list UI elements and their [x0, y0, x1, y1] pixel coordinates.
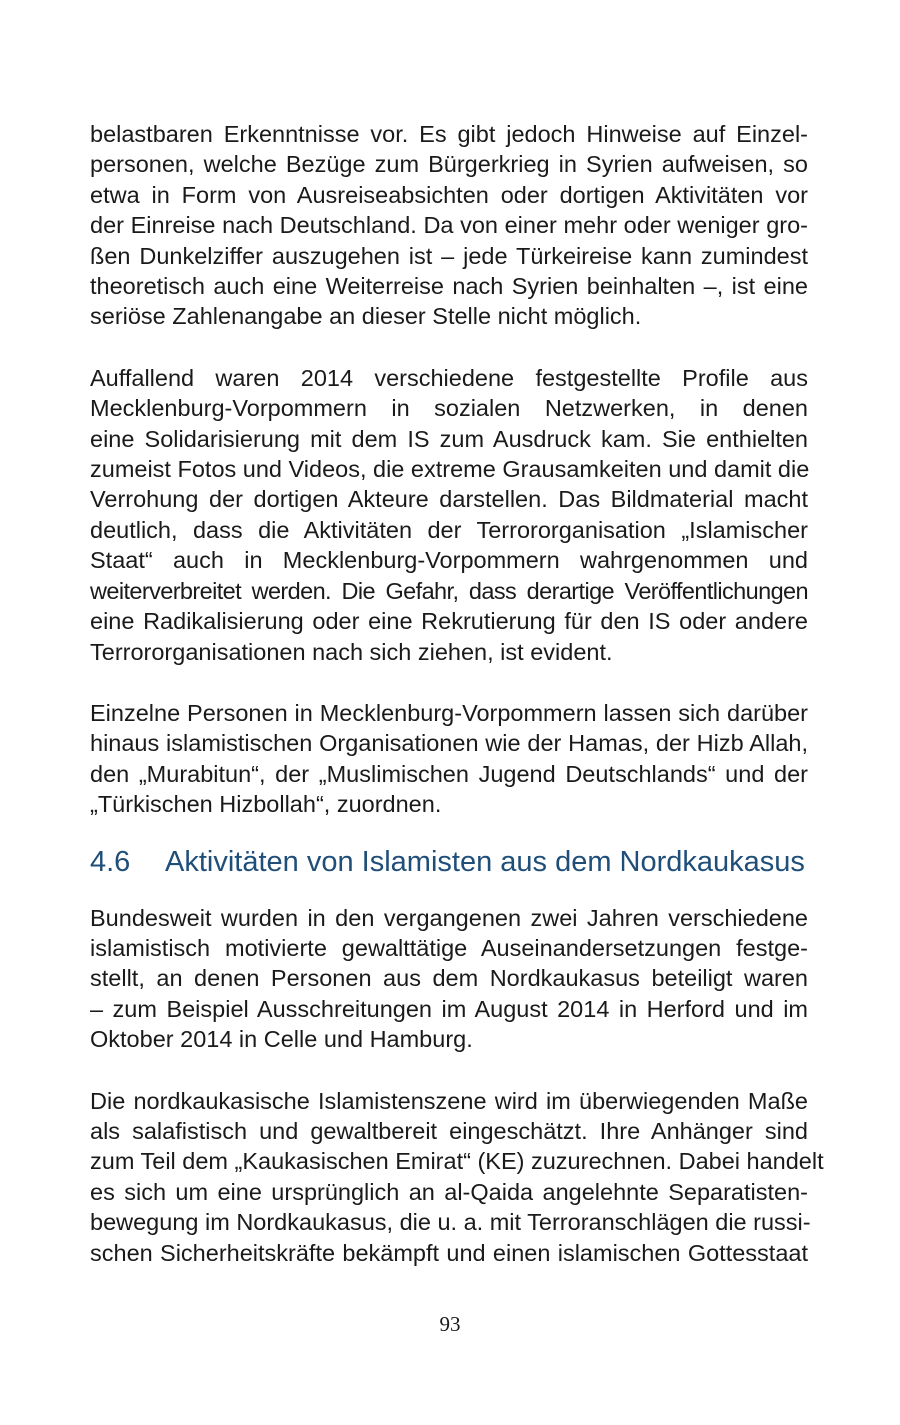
text-line: Einzelne Personen in Mecklenburg-Vorpommern lassen sich darüber: [90, 699, 808, 726]
text-line: eine Solidarisierung mit dem IS zum Ausdruck kam. Sie enthielten: [90, 425, 808, 452]
text-line: Auffallend waren 2014 verschiedene festgestellte Profile aus: [90, 364, 808, 391]
paragraph-nationwide-incidents: [90, 903, 808, 1055]
text-line: zumeist Fotos und Videos, die extreme Grausamkeiten und damit die: [90, 456, 810, 483]
text-line: Oktober 2014 in Celle und Hamburg.: [90, 1026, 473, 1053]
text-line: Mecklenburg-Vorpommern in sozialen Netzwerken, in denen: [90, 395, 808, 422]
text-line: theoretisch auch eine Weiterreise nach Syrien beinhalten –, ist eine: [90, 273, 808, 300]
text-line: zum Teil dem „Kaukasischen Emirat“ (KE) zuzurechnen. Dabei handelt: [90, 1148, 824, 1175]
text-line: eine Radikalisierung oder eine Rekrutierung für den IS oder andere: [90, 608, 808, 635]
text-line: seriöse Zahlenangabe an dieser Stelle nicht möglich.: [90, 303, 642, 330]
text-line: der Einreise nach Deutschland. Da von einer mehr oder weniger gro-: [90, 212, 808, 239]
text-line: schen Sicherheitskräfte bekämpft und einen islamischen Gottesstaat: [90, 1239, 808, 1266]
text-line: als salafistisch und gewaltbereit eingeschätzt. Ihre Anhänger sind: [90, 1117, 808, 1144]
section-number: 4.6: [90, 845, 131, 878]
section-heading: [90, 844, 808, 880]
section-title: Aktivitäten von Islamisten aus dem Nordkaukasus: [165, 845, 805, 878]
paragraph-caucasus-scene: [90, 1086, 824, 1268]
text-line: – zum Beispiel Ausschreitungen im August 2014 in Herford und im: [90, 995, 808, 1022]
page-body: [90, 119, 824, 1268]
text-line: den „Murabitun“, der „Muslimischen Jugend Deutschlands“ und der: [90, 760, 808, 787]
text-line: Terrororganisationen nach sich ziehen, ist evident.: [90, 638, 613, 665]
paragraph-organisations: [90, 698, 808, 820]
text-line: „Türkischen Hizbollah“, zuordnen.: [90, 791, 442, 818]
text-line: Staat“ auch in Mecklenburg-Vorpommern wahrgenommen und: [90, 547, 808, 574]
paragraph-syria-estimates: [90, 119, 808, 332]
text-line: weiterverbreitet werden. Die Gefahr, dass derartige Veröffentlichungen: [90, 577, 808, 604]
paragraph-social-network-profiles: [90, 363, 808, 667]
text-line: belastbaren Erkenntnisse vor. Es gibt jedoch Hinweise auf Einzel-: [90, 121, 808, 147]
text-line: islamistisch motivierte gewalttätige Auseinandersetzungen festge-: [90, 934, 808, 961]
text-line: deutlich, dass die Aktivitäten der Terrororganisation „Islamischer: [90, 516, 808, 543]
page-number: 93: [439, 1312, 461, 1336]
text-line: Verrohung der dortigen Akteure darstellen. Das Bildmaterial macht: [90, 486, 808, 513]
text-line: stellt, an denen Personen aus dem Nordkaukasus beteiligt waren: [90, 965, 808, 992]
text-line: Die nordkaukasische Islamistenszene wird im überwiegenden Maße: [90, 1087, 808, 1114]
text-line: personen, welche Bezüge zum Bürgerkrieg in Syrien aufweisen, so: [90, 151, 808, 178]
text-line: hinaus islamistischen Organisationen wie der Hamas, der Hizb Allah,: [90, 730, 808, 757]
text-line: ßen Dunkelziffer auszugehen ist – jede Türkeireise kann zumindest: [90, 242, 808, 269]
text-line: Bundesweit wurden in den vergangenen zwei Jahren verschiedene: [90, 904, 808, 931]
text-line: bewegung im Nordkaukasus, die u. a. mit Terroranschlägen die russi-: [90, 1209, 811, 1236]
text-line: es sich um eine ursprünglich an al-Qaida angelehnte Separatisten-: [90, 1178, 808, 1205]
text-line: etwa in Form von Ausreiseabsichten oder dortigen Aktivitäten vor: [90, 181, 808, 208]
